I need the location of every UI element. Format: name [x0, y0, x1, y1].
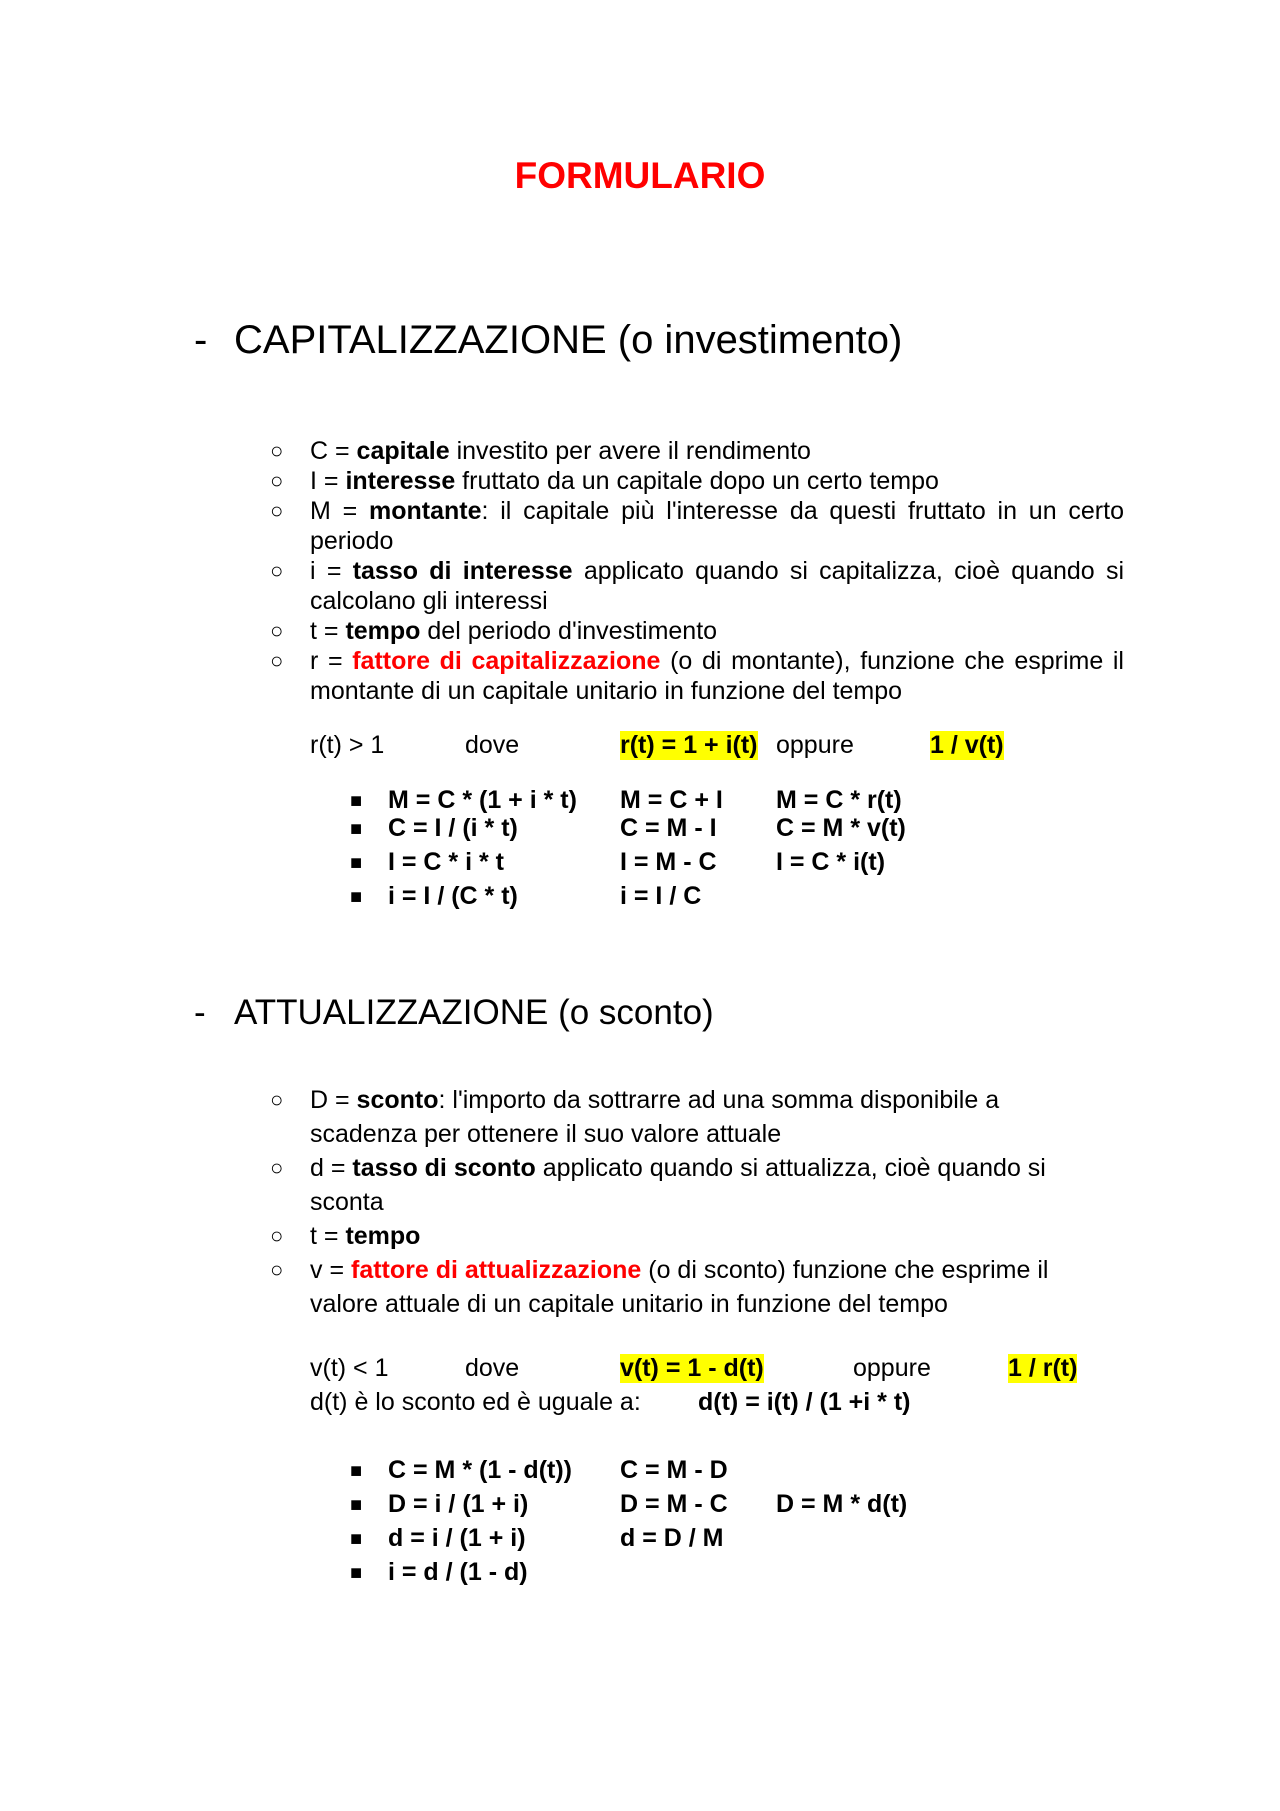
formula: D = M * d(t)	[776, 1490, 908, 1518]
condition-dove: dove	[465, 731, 520, 759]
condition-oppure: oppure	[853, 1354, 931, 1382]
condition-equation: r(t) = 1 + i(t)	[620, 731, 758, 759]
bullet: ■	[350, 818, 363, 840]
list-item: ○ t = tempo del periodo d'investimento	[310, 616, 1124, 646]
bullet: ■	[350, 1494, 363, 1516]
heading-dash: -	[194, 993, 206, 1032]
formula: M = C * r(t)	[776, 786, 902, 814]
section-heading-capitalizzazione	[194, 318, 902, 363]
formula: C = I / (i * t)	[388, 814, 518, 842]
list-item: ○ M = montante: il capitale più l'interesse da questi fruttato in un certo periodo	[310, 496, 1124, 556]
list-item: ○ D = sconto: l'importo da sottrarre ad una somma disponibile a scadenza per ottenere il suo valore attuale	[310, 1083, 1090, 1151]
formula: I = M - C	[620, 848, 717, 876]
formula: d = i / (1 + i)	[388, 1524, 526, 1552]
formula: C = M * (1 - d(t))	[388, 1456, 573, 1484]
condition-oppure: oppure	[776, 731, 854, 759]
formula: C = M * v(t)	[776, 814, 906, 842]
formula: i = I / (C * t)	[388, 882, 518, 910]
condition-equation: d(t) = i(t) / (1 +i * t)	[698, 1388, 911, 1416]
heading-text: ATTUALIZZAZIONE (o sconto)	[234, 993, 714, 1032]
bullet: ■	[350, 1562, 363, 1584]
bullet: ■	[350, 852, 363, 874]
list-item: ○ v = fattore di attualizzazione (o di sconto) funzione che esprime il valore attuale di un capitale unitario in funzione del tempo	[310, 1253, 1090, 1321]
heading-dash: -	[194, 318, 208, 362]
formula: D = i / (1 + i)	[388, 1490, 529, 1518]
document-title: FORMULARIO	[514, 155, 766, 196]
list-item: ○ I = interesse fruttato da un capitale dopo un certo tempo	[310, 466, 1124, 496]
condition-alternative: 1 / r(t)	[1008, 1354, 1078, 1382]
condition-alternative: 1 / v(t)	[930, 731, 1004, 759]
condition-text: d(t) è lo sconto ed è uguale a:	[310, 1388, 641, 1416]
list-item: ○ r = fattore di capitalizzazione (o di montante), funzione che esprime il montante di un capitale unitario in funzione del tempo	[310, 646, 1124, 706]
list-item: ○ C = capitale investito per avere il rendimento	[310, 436, 1124, 466]
condition-equation: v(t) = 1 - d(t)	[620, 1354, 764, 1382]
list-item: ○ i = tasso di interesse applicato quando si capitalizza, cioè quando si calcolano gli interessi	[310, 556, 1124, 616]
list-item: ○ t = tempo	[310, 1219, 1090, 1253]
definitions-list-attualizzazione	[310, 1083, 1090, 1321]
bullet: ■	[350, 1460, 363, 1482]
formula: D = M - C	[620, 1490, 728, 1518]
formula: C = M - D	[620, 1456, 728, 1484]
bullet: ■	[350, 790, 363, 812]
formula: M = C * (1 + i * t)	[388, 786, 577, 814]
formula: I = C * i * t	[388, 848, 505, 876]
heading-text: CAPITALIZZAZIONE (o investimento)	[234, 318, 903, 362]
list-item: ○ d = tasso di sconto applicato quando si attualizza, cioè quando si sconta	[310, 1151, 1090, 1219]
formula: C = M - I	[620, 814, 717, 842]
formula: I = C * i(t)	[776, 848, 886, 876]
condition-lhs: r(t) > 1	[310, 731, 385, 759]
definitions-list-capitalizzazione	[310, 436, 1124, 706]
section-heading-attualizzazione	[194, 993, 714, 1033]
formula: i = d / (1 - d)	[388, 1558, 528, 1586]
formula: M = C + I	[620, 786, 723, 814]
condition-dove: dove	[465, 1354, 520, 1382]
condition-lhs: v(t) < 1	[310, 1354, 389, 1382]
bullet: ■	[350, 1528, 363, 1550]
bullet: ■	[350, 886, 363, 908]
formula: d = D / M	[620, 1524, 724, 1552]
formula: i = I / C	[620, 882, 702, 910]
